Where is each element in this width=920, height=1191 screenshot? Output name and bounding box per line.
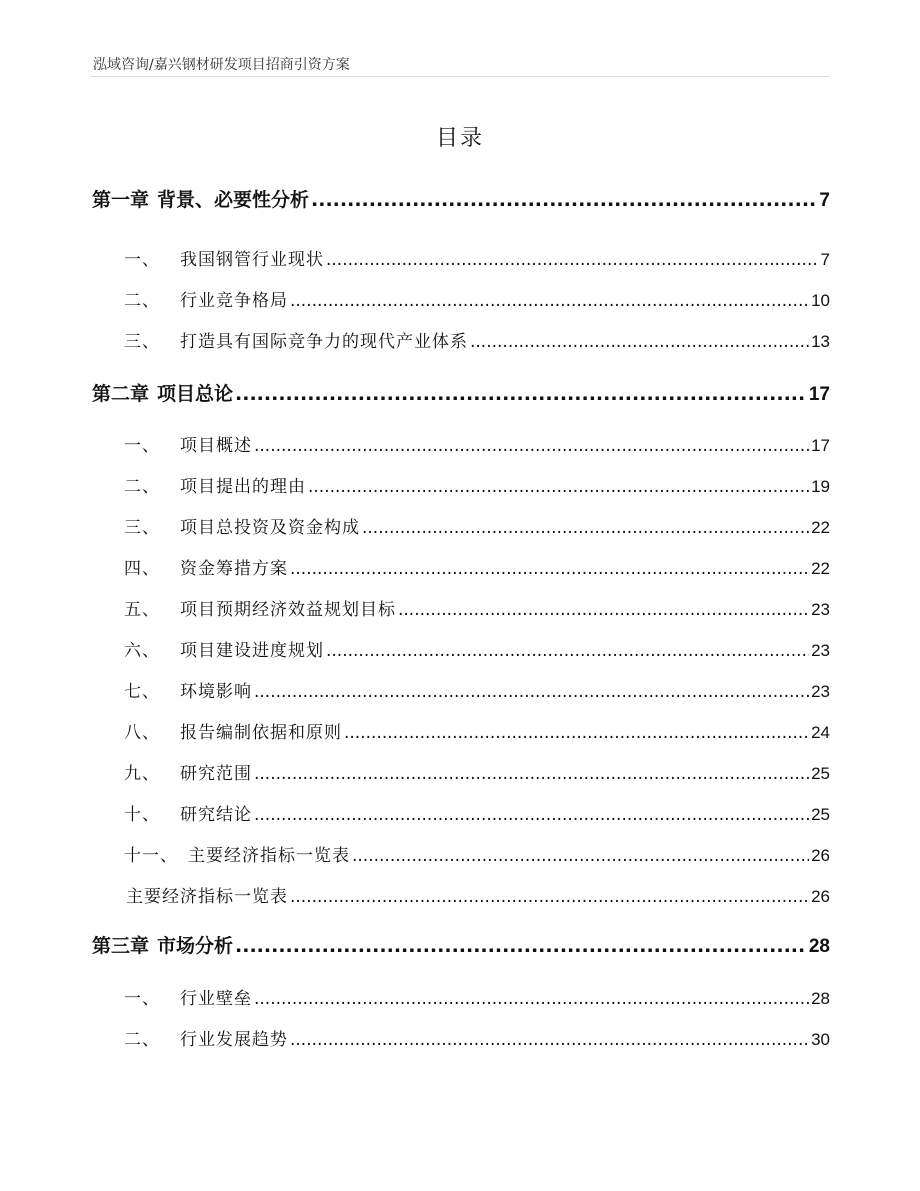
toc-entry-title: 背景、必要性分析 <box>157 189 310 211</box>
toc-entry-title: 我国钢管行业现状 <box>180 250 324 270</box>
toc-page-number: 10 <box>811 291 830 310</box>
toc-section-entry[interactable] <box>124 327 830 352</box>
toc-section-entry[interactable] <box>124 1025 830 1050</box>
toc-page-number: 28 <box>811 989 830 1008</box>
toc-dot-leader <box>254 805 809 825</box>
toc-entry-number: 二、 <box>124 1030 160 1050</box>
toc-entry-number: 七、 <box>124 682 160 702</box>
toc-page-number: 22 <box>811 559 830 578</box>
toc-entry-title: 项目概述 <box>180 436 252 456</box>
toc-dot-leader <box>235 935 807 957</box>
toc-entry-number: 十、 <box>124 805 160 825</box>
toc-page-number: 13 <box>811 332 830 351</box>
toc-entry-title: 项目总论 <box>157 383 234 405</box>
toc-entry-title: 研究结论 <box>180 805 252 825</box>
toc-entry-number: 九、 <box>124 764 160 784</box>
toc-dot-leader <box>235 383 807 405</box>
toc-entry-number: 十一、 <box>124 846 178 866</box>
toc-dot-leader <box>362 518 809 538</box>
toc-dot-leader <box>344 723 809 743</box>
toc-dot-leader <box>254 989 809 1009</box>
toc-section-entry[interactable] <box>124 245 830 270</box>
toc-entry-number: 三、 <box>124 518 160 538</box>
toc-dot-leader <box>290 1030 809 1050</box>
toc-section-entry[interactable] <box>124 554 830 579</box>
toc-page-number: 23 <box>811 682 830 701</box>
toc-entry-number: 二、 <box>124 291 160 311</box>
toc-page-number: 7 <box>819 190 830 211</box>
toc-page-number: 25 <box>811 764 830 783</box>
toc-entry-title: 市场分析 <box>157 935 234 957</box>
toc-page-number: 26 <box>811 887 830 906</box>
running-header: 泓域咨询/嘉兴钢材研发项目招商引资方案 <box>93 57 350 73</box>
toc-dot-leader <box>470 332 809 352</box>
toc-dot-leader <box>290 291 809 311</box>
toc-page-number: 23 <box>811 600 830 619</box>
toc-chapter-entry[interactable] <box>92 931 830 958</box>
toc-page-number: 19 <box>811 477 830 496</box>
toc-entry-title: 行业发展趋势 <box>180 1030 288 1050</box>
toc-section-entry[interactable] <box>124 759 830 784</box>
toc-entry-number: 一、 <box>124 436 160 456</box>
toc-entry-number: 第三章 <box>92 935 150 957</box>
toc-title: 目录 <box>435 126 484 151</box>
toc-entry-title: 行业壁垒 <box>180 989 252 1009</box>
toc-page-number: 17 <box>811 436 830 455</box>
toc-entry-number: 第二章 <box>92 383 150 405</box>
toc-page-number: 7 <box>820 250 830 269</box>
toc-section-entry[interactable] <box>124 472 830 497</box>
toc-entry-title: 项目总投资及资金构成 <box>180 518 360 538</box>
toc-section-entry[interactable] <box>124 718 830 743</box>
toc-entry-number: 第一章 <box>92 189 150 211</box>
toc-entry-title: 打造具有国际竞争力的现代产业体系 <box>180 332 468 352</box>
toc-entry-title: 项目建设进度规划 <box>180 641 324 661</box>
header-divider <box>90 76 830 77</box>
toc-dot-leader <box>398 600 809 620</box>
toc-dot-leader <box>290 887 809 907</box>
toc-dot-leader <box>326 250 819 270</box>
toc-entry-number: 一、 <box>124 989 160 1009</box>
toc-entry-title: 主要经济指标一览表 <box>126 887 288 907</box>
toc-section-entry[interactable] <box>124 513 830 538</box>
toc-entry-number: 六、 <box>124 641 160 661</box>
toc-section-entry[interactable] <box>124 431 830 456</box>
toc-page-number: 22 <box>811 518 830 537</box>
toc-dot-leader <box>254 682 809 702</box>
toc-dot-leader <box>352 846 809 866</box>
toc-dot-leader <box>326 641 809 661</box>
toc-entry-title: 行业竞争格局 <box>180 291 288 311</box>
toc-entry-title: 环境影响 <box>180 682 252 702</box>
toc-entry-number: 二、 <box>124 477 160 497</box>
toc-section-entry[interactable] <box>124 286 830 311</box>
toc-entry-number: 五、 <box>124 600 160 620</box>
toc-entry-number: 四、 <box>124 559 160 579</box>
toc-entry-number: 一、 <box>124 250 160 270</box>
toc-dot-leader <box>308 477 809 497</box>
toc-page-number: 28 <box>808 936 830 957</box>
toc-dot-leader <box>254 436 809 456</box>
toc-dot-leader <box>311 189 817 211</box>
toc-entry-title: 资金筹措方案 <box>180 559 288 579</box>
toc-dot-leader <box>254 764 809 784</box>
toc-page-number: 23 <box>811 641 830 660</box>
toc-section-entry[interactable] <box>124 636 830 661</box>
toc-page-number: 17 <box>808 384 830 405</box>
toc-entry-title: 项目预期经济效益规划目标 <box>180 600 396 620</box>
toc-page-number: 24 <box>811 723 830 742</box>
toc-dot-leader <box>290 559 809 579</box>
toc-section-entry[interactable] <box>124 841 830 866</box>
toc-entry-number: 三、 <box>124 332 160 352</box>
toc-chapter-entry[interactable] <box>92 185 830 212</box>
toc-entry-title: 项目提出的理由 <box>180 477 306 497</box>
toc-chapter-entry[interactable] <box>92 379 830 406</box>
toc-entry-title: 主要经济指标一览表 <box>188 846 350 866</box>
toc-entry-title: 研究范围 <box>180 764 252 784</box>
toc-page-number: 26 <box>811 846 830 865</box>
toc-entry-number: 八、 <box>124 723 160 743</box>
toc-section-entry[interactable] <box>124 984 830 1009</box>
toc-page-number: 25 <box>811 805 830 824</box>
toc-page-number: 30 <box>811 1030 830 1049</box>
toc-entry-title: 报告编制依据和原则 <box>180 723 342 743</box>
toc-section-entry[interactable] <box>124 800 830 825</box>
toc-section-entry[interactable] <box>124 595 830 620</box>
toc-section-entry[interactable] <box>124 677 830 702</box>
toc-section-entry[interactable] <box>126 882 830 907</box>
